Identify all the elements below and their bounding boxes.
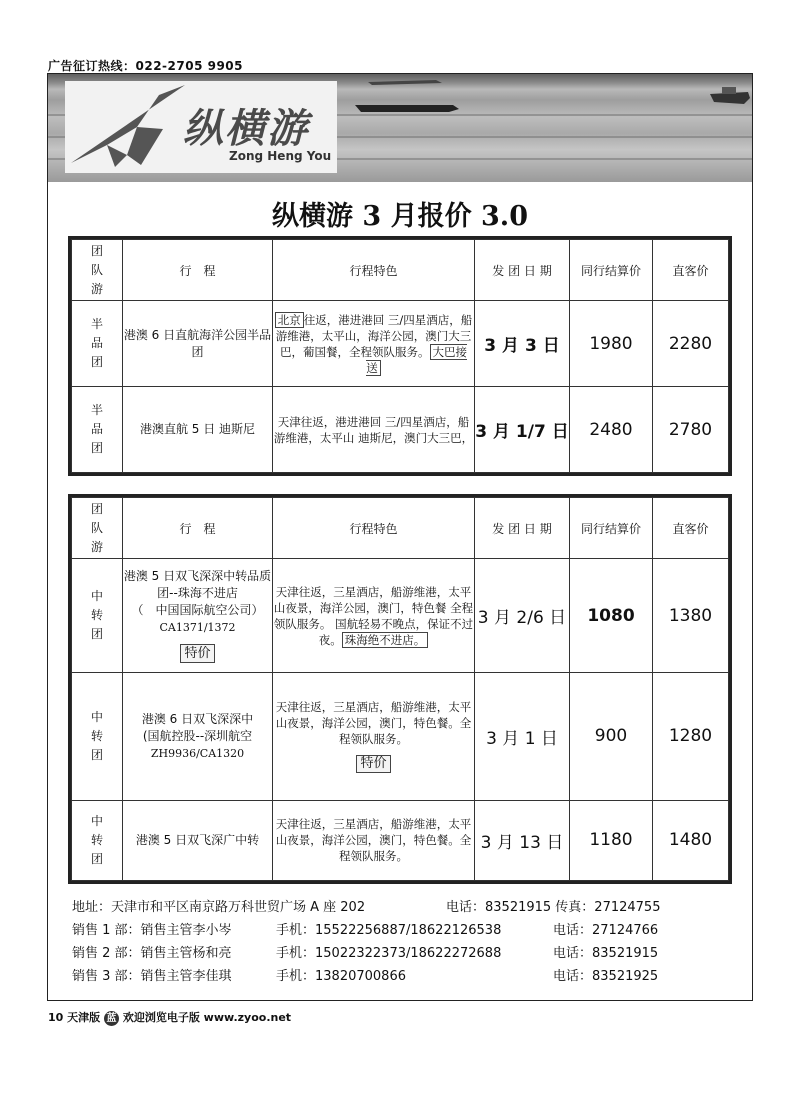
website-text[interactable]: 欢迎浏览电子版 www.zyoo.net xyxy=(122,1011,292,1024)
header-route: 行 程 xyxy=(123,240,273,301)
features: 北京 往返，港进港回 三/四星酒店，船游维港，太平山，海洋公园，澳门大三巴，葡国餐，全程领队服务。 大巴接送 xyxy=(273,301,475,387)
direct-price: 1480 xyxy=(653,800,729,880)
peer-price: 1080 xyxy=(570,559,653,673)
special-price-tag: 特价 xyxy=(356,755,390,773)
price-table-2 xyxy=(68,494,732,884)
edition-badge-icon: 蓝 xyxy=(104,1011,119,1026)
tour-type: 中 转 团 xyxy=(72,559,123,673)
table-row xyxy=(72,672,729,800)
header-date: 发 团 日 期 xyxy=(475,498,570,559)
address-phone: 电话：83521915 传真：27124755 xyxy=(446,900,661,915)
table-row xyxy=(72,301,729,387)
logo-subtitle: Zong Heng You xyxy=(229,149,332,163)
header-type: 团 队 游 xyxy=(72,240,123,301)
boat-image xyxy=(353,100,463,114)
table-row xyxy=(72,387,729,473)
tour-type: 半 品 团 xyxy=(72,301,123,387)
depart-date: 3 月 3 日 xyxy=(475,301,570,387)
route: 港澳 5 日双飞深广中转 xyxy=(123,800,273,880)
direct-price: 1380 xyxy=(653,559,729,673)
sales-mobile: 手机：15522256887/18622126538 xyxy=(276,923,502,938)
depart-date: 3 月 2/6 日 xyxy=(475,559,570,673)
peer-price: 1980 xyxy=(570,301,653,387)
header-type: 团 队 游 xyxy=(72,498,123,559)
logo-text: 纵横游 xyxy=(183,105,309,152)
bird-logo-icon xyxy=(67,83,187,173)
header-direct-price: 直客价 xyxy=(653,498,729,559)
sales-row xyxy=(68,942,728,965)
header-feature: 行程特色 xyxy=(273,498,475,559)
tour-type: 中 转 团 xyxy=(72,672,123,800)
tour-type: 半 品 团 xyxy=(72,387,123,473)
sales-phone: 电话：27124766 xyxy=(553,923,659,938)
route: 港澳 5 日双飞深深中转品质团--珠海不进店 （ 中国国际航空公司） CA1371/1372 特价 xyxy=(123,559,273,673)
banner xyxy=(48,74,752,182)
price-table-1 xyxy=(68,236,732,476)
sales-mobile: 手机：13820700866 xyxy=(276,969,406,984)
header-direct-price: 直客价 xyxy=(653,240,729,301)
header-feature: 行程特色 xyxy=(273,240,475,301)
sales-row xyxy=(68,965,728,988)
features: 天津往返，港进港回 三/四星酒店，船游维港，太平山 迪斯尼，澳门大三巴， xyxy=(273,387,475,473)
page-title: 纵横游 3 月报价 3.0 xyxy=(272,201,528,232)
header-route: 行 程 xyxy=(123,498,273,559)
header-peer-price: 同行结算价 xyxy=(570,498,653,559)
table-row xyxy=(72,559,729,673)
features: 天津往返，三星酒店，船游维港，太平山夜景，海洋公园，澳门，特色餐。全程领队服务。 xyxy=(273,800,475,880)
depart-date: 3 月 1/7 日 xyxy=(475,387,570,473)
edition: 天津版 xyxy=(67,1011,101,1024)
tour-type: 中 转 团 xyxy=(72,800,123,880)
route: 港澳 6 日直航海洋公园半品团 xyxy=(123,301,273,387)
features: 天津往返，三星酒店，船游维港，太平山夜景，海洋公园，澳门，特色餐 全程领队服务。 国航轻易不晚点，保证不过夜。 珠海绝不进店。 xyxy=(273,559,475,673)
boat-image xyxy=(708,84,752,106)
sales-phone: 电话：83521915 xyxy=(553,946,659,961)
contact-footer xyxy=(68,896,728,988)
sales-mobile: 手机：15022322373/18622272688 xyxy=(276,946,502,961)
peer-price: 900 xyxy=(570,672,653,800)
features: 天津往返，三星酒店，船游维港，太平山夜景，海洋公园，澳门，特色餐。全程领队服务。 特价 xyxy=(273,672,475,800)
peer-price: 1180 xyxy=(570,800,653,880)
header-date: 发 团 日 期 xyxy=(475,240,570,301)
address: 地址：天津市和平区南京路万科世贸广场 A 座 202 xyxy=(72,900,366,915)
table-header xyxy=(72,498,729,559)
special-price-tag: 特价 xyxy=(180,644,214,663)
page-number: 10 xyxy=(48,1011,64,1024)
sales-dept: 销售 1 部：销售主管李小岑 xyxy=(72,923,232,938)
page-frame xyxy=(47,73,753,1001)
page-footer xyxy=(48,1009,291,1026)
header-peer-price: 同行结算价 xyxy=(570,240,653,301)
ad-hotline: 广告征订热线：022-2705 9905 xyxy=(48,59,244,73)
route: 港澳 6 日双飞深深中 (国航控股--深圳航空 ZH9936/CA1320 xyxy=(123,672,273,800)
address-row xyxy=(68,896,728,919)
boat-image xyxy=(366,76,446,86)
sales-dept: 销售 3 部：销售主管李佳琪 xyxy=(72,969,232,984)
peer-price: 2480 xyxy=(570,387,653,473)
table-header xyxy=(72,240,729,301)
sales-row xyxy=(68,919,728,942)
sales-dept: 销售 2 部：销售主管杨和亮 xyxy=(72,946,232,961)
logo xyxy=(65,81,337,173)
direct-price: 2780 xyxy=(653,387,729,473)
route: 港澳直航 5 日 迪斯尼 xyxy=(123,387,273,473)
direct-price: 1280 xyxy=(653,672,729,800)
depart-date: 3 月 1 日 xyxy=(475,672,570,800)
table-row xyxy=(72,800,729,880)
sales-phone: 电话：83521925 xyxy=(553,969,659,984)
depart-date: 3 月 13 日 xyxy=(475,800,570,880)
direct-price: 2280 xyxy=(653,301,729,387)
